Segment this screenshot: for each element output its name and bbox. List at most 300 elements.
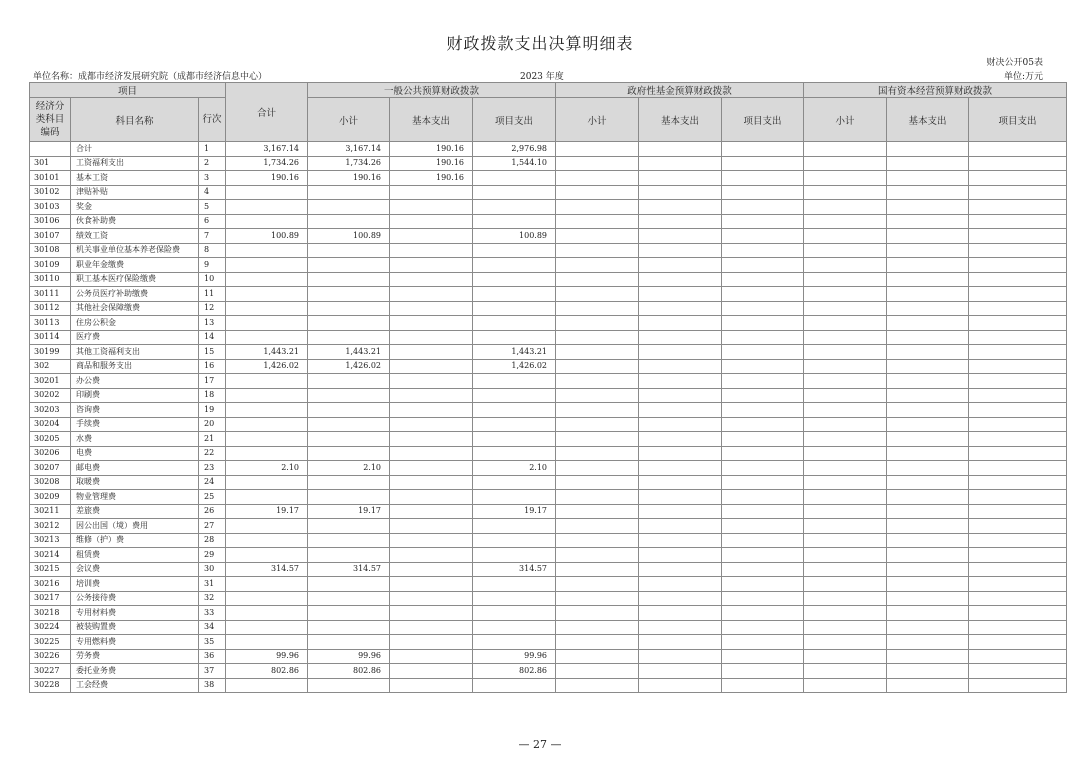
cell-general-subtotal [308,606,390,621]
cell-empty [969,562,1067,577]
cell-empty [556,388,639,403]
cell-empty [804,142,887,157]
cell-empty [804,258,887,273]
cell-empty [804,562,887,577]
cell-empty [804,403,887,418]
cell-empty [969,432,1067,447]
header-row-no: 行次 [199,98,226,142]
cell-subject-name: 咨询费 [71,403,199,418]
cell-empty [722,171,804,186]
cell-subject-name: 专用材料费 [71,606,199,621]
cell-empty [639,359,722,374]
cell-empty [722,417,804,432]
cell-empty [804,446,887,461]
cell-empty [722,577,804,592]
cell-general-basic [390,185,473,200]
form-number: 财决公开05表 [986,58,1043,68]
cell-subject-name: 工会经费 [71,678,199,693]
cell-general-basic: 190.16 [390,156,473,171]
cell-empty [969,214,1067,229]
cell-empty [722,229,804,244]
cell-general-basic [390,649,473,664]
cell-empty [722,432,804,447]
cell-row-no: 5 [199,200,226,215]
cell-total [226,316,308,331]
cell-row-no: 32 [199,591,226,606]
cell-empty [969,258,1067,273]
cell-subject-name: 劳务费 [71,649,199,664]
cell-code: 30213 [30,533,71,548]
cell-code: 30226 [30,649,71,664]
cell-total [226,185,308,200]
cell-empty [722,504,804,519]
cell-row-no: 24 [199,475,226,490]
cell-empty [556,200,639,215]
cell-general-subtotal [308,258,390,273]
cell-general-subtotal: 1,426.02 [308,359,390,374]
cell-empty [887,316,969,331]
cell-empty [804,214,887,229]
table-row [30,272,1067,287]
cell-general-project [473,620,556,635]
cell-empty [887,649,969,664]
cell-empty [722,359,804,374]
table-row [30,562,1067,577]
cell-empty [639,301,722,316]
cell-general-subtotal [308,330,390,345]
cell-empty [887,432,969,447]
cell-subject-name: 基本工资 [71,171,199,186]
table-row [30,287,1067,302]
cell-total [226,200,308,215]
cell-general-project [473,316,556,331]
cell-empty [969,577,1067,592]
cell-general-basic [390,591,473,606]
cell-general-subtotal: 100.89 [308,229,390,244]
cell-empty [722,519,804,534]
cell-empty [556,345,639,360]
cell-empty [887,504,969,519]
cell-subject-name: 物业管理费 [71,490,199,505]
cell-code: 30199 [30,345,71,360]
cell-empty [556,678,639,693]
cell-code: 30206 [30,446,71,461]
cell-code: 30106 [30,214,71,229]
table-row [30,490,1067,505]
cell-empty [887,229,969,244]
cell-general-project [473,446,556,461]
cell-general-project [473,388,556,403]
table-row [30,620,1067,635]
cell-general-subtotal [308,403,390,418]
cell-general-subtotal [308,388,390,403]
cell-total [226,533,308,548]
cell-empty [804,606,887,621]
cell-row-no: 13 [199,316,226,331]
cell-empty [639,432,722,447]
header-general-budget: 一般公共预算财政拨款 [308,83,556,98]
cell-general-project [473,519,556,534]
cell-general-basic [390,272,473,287]
cell-total: 2.10 [226,461,308,476]
cell-empty [804,577,887,592]
cell-code: 30217 [30,591,71,606]
table-row [30,142,1067,157]
header-total: 合计 [226,83,308,142]
cell-empty [639,171,722,186]
cell-empty [556,272,639,287]
cell-empty [722,185,804,200]
cell-empty [639,620,722,635]
cell-empty [639,504,722,519]
cell-empty [556,243,639,258]
cell-empty [969,301,1067,316]
cell-empty [804,156,887,171]
header-govfund-project: 项目支出 [722,98,804,142]
cell-total [226,214,308,229]
cell-subject-name: 工资福利支出 [71,156,199,171]
cell-general-project: 99.96 [473,649,556,664]
cell-empty [969,359,1067,374]
cell-total: 99.96 [226,649,308,664]
cell-total [226,577,308,592]
cell-general-project [473,374,556,389]
cell-row-no: 36 [199,649,226,664]
cell-total: 314.57 [226,562,308,577]
cell-empty [722,548,804,563]
cell-empty [556,490,639,505]
cell-total: 19.17 [226,504,308,519]
cell-empty [804,200,887,215]
cell-general-project: 802.86 [473,664,556,679]
table-row [30,258,1067,273]
cell-empty [804,287,887,302]
cell-row-no: 20 [199,417,226,432]
cell-general-basic [390,461,473,476]
header-gov-fund: 政府性基金预算财政拨款 [556,83,804,98]
cell-empty [887,142,969,157]
cell-empty [639,490,722,505]
cell-empty [887,591,969,606]
cell-empty [639,316,722,331]
cell-subject-name: 绩效工资 [71,229,199,244]
cell-row-no: 25 [199,490,226,505]
cell-empty [887,359,969,374]
cell-general-project [473,214,556,229]
cell-empty [639,142,722,157]
cell-empty [556,214,639,229]
cell-empty [722,316,804,331]
cell-total [226,475,308,490]
unit-name: 单位名称：成都市经济发展研究院（成都市经济信息中心） [33,72,268,82]
cell-empty [639,374,722,389]
cell-empty [887,200,969,215]
cell-total [226,519,308,534]
table-row [30,432,1067,447]
cell-empty [639,461,722,476]
cell-row-no: 2 [199,156,226,171]
cell-general-project [473,301,556,316]
cell-code: 30202 [30,388,71,403]
cell-code: 30211 [30,504,71,519]
table-row [30,330,1067,345]
cell-empty [639,577,722,592]
cell-total [226,417,308,432]
cell-empty [887,461,969,476]
cell-row-no: 37 [199,664,226,679]
cell-empty [722,287,804,302]
cell-empty [639,519,722,534]
cell-empty [556,185,639,200]
cell-total [226,606,308,621]
cell-empty [722,591,804,606]
cell-empty [887,301,969,316]
cell-total: 190.16 [226,171,308,186]
cell-empty [556,620,639,635]
cell-empty [969,475,1067,490]
cell-subject-name: 专用燃料费 [71,635,199,650]
cell-empty [969,272,1067,287]
cell-general-basic [390,345,473,360]
cell-general-basic [390,490,473,505]
cell-empty [804,359,887,374]
cell-empty [887,214,969,229]
cell-empty [722,156,804,171]
table-row [30,316,1067,331]
cell-empty [639,388,722,403]
header-general-basic: 基本支出 [390,98,473,142]
cell-general-basic [390,519,473,534]
cell-general-subtotal [308,243,390,258]
cell-empty [556,635,639,650]
cell-code: 30204 [30,417,71,432]
header-statecap-subtotal: 小计 [804,98,887,142]
table-row [30,446,1067,461]
cell-general-project [473,272,556,287]
cell-empty [556,664,639,679]
cell-subject-name: 手续费 [71,417,199,432]
cell-empty [722,403,804,418]
table-row [30,504,1067,519]
cell-subject-name: 伙食补助费 [71,214,199,229]
cell-general-basic [390,606,473,621]
cell-general-project [473,475,556,490]
cell-empty [969,243,1067,258]
cell-code: 30113 [30,316,71,331]
cell-general-project: 1,426.02 [473,359,556,374]
cell-subject-name: 电费 [71,446,199,461]
cell-empty [639,678,722,693]
cell-row-no: 19 [199,403,226,418]
cell-empty [887,562,969,577]
cell-empty [969,664,1067,679]
cell-general-basic [390,316,473,331]
cell-general-subtotal [308,272,390,287]
cell-empty [804,635,887,650]
cell-empty [887,475,969,490]
table-row [30,301,1067,316]
cell-code: 30114 [30,330,71,345]
cell-empty [887,272,969,287]
cell-empty [556,359,639,374]
cell-code: 30110 [30,272,71,287]
cell-total [226,591,308,606]
cell-row-no: 15 [199,345,226,360]
cell-empty [722,330,804,345]
cell-general-subtotal: 1,443.21 [308,345,390,360]
cell-code: 30205 [30,432,71,447]
cell-row-no: 29 [199,548,226,563]
cell-empty [887,533,969,548]
cell-general-basic [390,446,473,461]
cell-empty [969,156,1067,171]
cell-empty [556,417,639,432]
header-subject-name: 科目名称 [71,98,199,142]
cell-general-basic [390,359,473,374]
cell-subject-name: 医疗费 [71,330,199,345]
cell-general-basic [390,664,473,679]
table-row [30,649,1067,664]
cell-general-basic [390,577,473,592]
cell-empty [969,591,1067,606]
cell-empty [639,635,722,650]
cell-general-project [473,591,556,606]
cell-subject-name: 公务接待费 [71,591,199,606]
cell-empty [722,461,804,476]
cell-code: 30108 [30,243,71,258]
cell-total [226,548,308,563]
cell-general-basic [390,388,473,403]
cell-code: 30208 [30,475,71,490]
cell-row-no: 33 [199,606,226,621]
cell-subject-name: 邮电费 [71,461,199,476]
header-econ-code: 经济分类科目编码 [30,98,71,142]
cell-general-project: 100.89 [473,229,556,244]
table-row [30,577,1067,592]
cell-row-no: 27 [199,519,226,534]
cell-subject-name: 机关事业单位基本养老保险费 [71,243,199,258]
cell-empty [804,301,887,316]
cell-row-no: 8 [199,243,226,258]
cell-row-no: 34 [199,620,226,635]
cell-empty [639,214,722,229]
table-row [30,156,1067,171]
cell-general-basic [390,432,473,447]
cell-empty [639,345,722,360]
cell-empty [804,548,887,563]
cell-subject-name: 因公出国（境）费用 [71,519,199,534]
cell-total [226,301,308,316]
table-row [30,606,1067,621]
cell-empty [804,533,887,548]
table-row [30,417,1067,432]
cell-row-no: 31 [199,577,226,592]
cell-total: 1,734.26 [226,156,308,171]
cell-general-subtotal [308,548,390,563]
cell-empty [969,519,1067,534]
cell-general-subtotal [308,374,390,389]
cell-empty [887,548,969,563]
cell-empty [639,475,722,490]
cell-empty [556,446,639,461]
cell-total [226,374,308,389]
table-row [30,243,1067,258]
cell-empty [804,171,887,186]
header-statecap-basic: 基本支出 [887,98,969,142]
cell-general-project [473,200,556,215]
cell-empty [804,519,887,534]
cell-total [226,388,308,403]
cell-row-no: 3 [199,171,226,186]
cell-empty [804,678,887,693]
cell-empty [804,591,887,606]
cell-general-basic [390,330,473,345]
cell-empty [969,461,1067,476]
cell-subject-name: 其他社会保障缴费 [71,301,199,316]
cell-general-basic: 190.16 [390,171,473,186]
cell-code [30,142,71,157]
table-row [30,388,1067,403]
cell-row-no: 12 [199,301,226,316]
cell-empty [887,374,969,389]
cell-empty [556,475,639,490]
cell-row-no: 9 [199,258,226,273]
cell-empty [722,678,804,693]
cell-empty [639,533,722,548]
cell-empty [722,214,804,229]
cell-empty [887,417,969,432]
cell-empty [969,330,1067,345]
cell-code: 30201 [30,374,71,389]
cell-general-basic [390,504,473,519]
cell-empty [804,330,887,345]
cell-empty [804,432,887,447]
cell-subject-name: 奖金 [71,200,199,215]
cell-general-basic: 190.16 [390,142,473,157]
cell-general-project: 1,544.10 [473,156,556,171]
cell-code: 30228 [30,678,71,693]
cell-code: 30101 [30,171,71,186]
cell-subject-name: 公务员医疗补助缴费 [71,287,199,302]
cell-total [226,330,308,345]
cell-empty [887,577,969,592]
cell-general-subtotal [308,533,390,548]
cell-code: 30109 [30,258,71,273]
cell-total [226,243,308,258]
cell-general-project: 1,443.21 [473,345,556,360]
cell-empty [969,548,1067,563]
cell-total: 802.86 [226,664,308,679]
cell-subject-name: 会议费 [71,562,199,577]
cell-general-subtotal [308,490,390,505]
cell-subject-name: 委托业务费 [71,664,199,679]
table-row [30,533,1067,548]
cell-empty [556,171,639,186]
cell-total [226,678,308,693]
cell-empty [887,678,969,693]
cell-empty [639,649,722,664]
cell-general-project: 2,976.98 [473,142,556,157]
currency-unit: 单位:万元 [1003,72,1043,82]
table-row [30,229,1067,244]
cell-empty [556,649,639,664]
cell-code: 30207 [30,461,71,476]
cell-general-basic [390,620,473,635]
cell-general-basic [390,229,473,244]
cell-empty [722,664,804,679]
cell-empty [804,243,887,258]
cell-row-no: 11 [199,287,226,302]
